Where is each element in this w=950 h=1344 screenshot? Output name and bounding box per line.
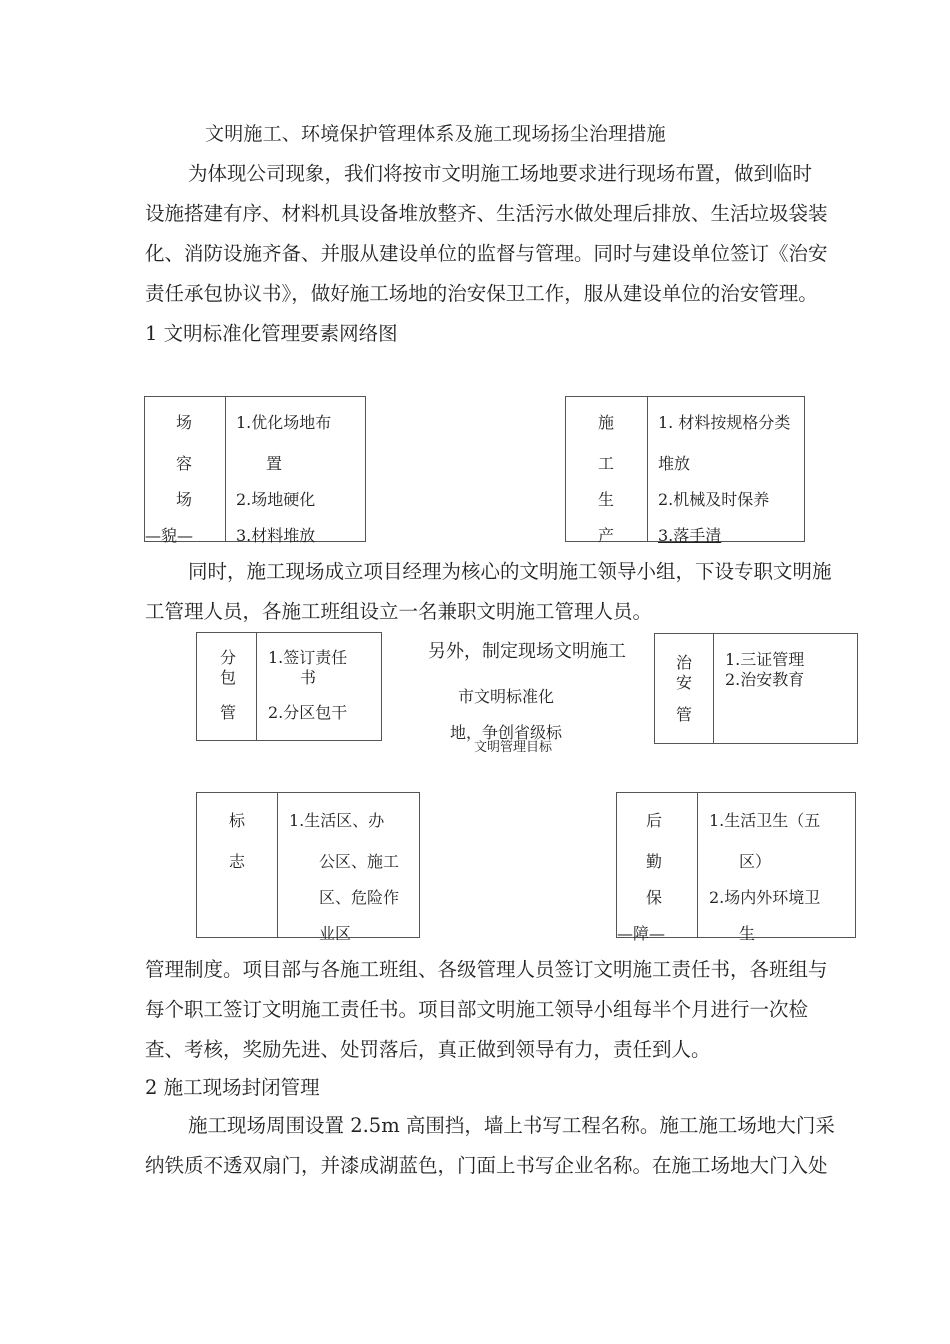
box-label: 勤 (646, 852, 663, 871)
box-label: 管 (220, 703, 237, 722)
box-item: 1.生活区、办 (289, 811, 385, 830)
box-item: 1.生活卫生（五 (709, 811, 821, 830)
box-item: 公区、施工 (319, 852, 400, 871)
center-text-line-3: 地，争创省级标 (450, 723, 563, 742)
box-item: 区） (739, 852, 772, 871)
para2-line-1: 同时，施工现场成立项目经理为核心的文明施工领导小组，下设专职文明施 (188, 560, 832, 583)
center-text-line-2: 市文明标准化 (458, 687, 555, 706)
box-divider (713, 633, 714, 744)
box-item: 2.场地硬化 (236, 490, 316, 509)
para4-line-1: 施工现场周围设置 2.5m 高围挡，墙上书写工程名称。施工施工场地大门采 (188, 1114, 835, 1137)
para3-line-1: 管理制度。项目部与各施工班组、各级管理人员签订文明施工责任书，各班组与 (145, 958, 828, 981)
box-label: 施 (598, 413, 615, 432)
intro-line-4: 责任承包协议书》，做好施工场地的治安保卫工作，服从建设单位的治安管理。 (145, 282, 818, 305)
box-label: —貌— (145, 526, 194, 545)
para4-line-2: 纳铁质不透双扇门，并漆成湖蓝色，门面上书写企业名称。在施工场地大门入处 (145, 1154, 828, 1177)
box-item: 3.落手清 (658, 526, 722, 545)
box-item: 生 (739, 924, 756, 943)
box-item: 3.材料堆放 (236, 526, 316, 545)
box-item: 书 (300, 668, 317, 687)
box-label: 分 (220, 648, 237, 667)
para2-line-2: 工管理人员，各施工班组设立一名兼职文明施工管理人员。 (145, 600, 653, 623)
section-2-heading: 2 施工现场封闭管理 (145, 1076, 320, 1099)
para3-line-2: 每个职工签订文明施工责任书。项目部文明施工领导小组每半个月进行一次检 (145, 998, 809, 1021)
section-1-heading: 1 文明标准化管理要素网络图 (145, 322, 398, 345)
intro-line-3: 化、消防设施齐备、并服从建设单位的监督与管理。同时与建设单位签订《治安 (145, 242, 828, 265)
box-label: 生 (598, 490, 615, 509)
box-divider (256, 632, 257, 741)
box-label: —障— (617, 924, 666, 943)
box-item: 业区 (319, 924, 352, 943)
box-item: 区、危险作 (319, 888, 400, 907)
box-label: 后 (646, 811, 663, 830)
box-label: 安 (676, 673, 693, 692)
box-item: 1.签订责任 (268, 648, 348, 667)
intro-line-2: 设施搭建有序、材料机具设备堆放整齐、生活污水做处理后排放、生活垃圾袋装 (145, 202, 828, 225)
box-label: 容 (176, 454, 193, 473)
box-label: 志 (229, 852, 246, 871)
box-item: 2.分区包干 (268, 703, 348, 722)
box-item: 2.场内外环境卫 (709, 888, 821, 907)
box-divider (697, 792, 698, 938)
center-text-line-1: 另外，制定现场文明施工 (428, 641, 626, 662)
box-label: 场 (176, 413, 193, 432)
box-item: 2.机械及时保养 (658, 490, 770, 509)
intro-line-1: 为体现公司现象，我们将按市文明施工场地要求进行现场布置，做到临时 (188, 162, 813, 185)
box-divider (277, 792, 278, 938)
box-label: 标 (229, 811, 246, 830)
box-label: 管 (676, 705, 693, 724)
box-label: 治 (676, 653, 693, 672)
box-item: 1. 材料按规格分类 (658, 413, 791, 432)
box-item: 1.优化场地布 (236, 413, 332, 432)
para3-line-3: 查、考核，奖励先进、处罚落后，真正做到领导有力，责任到人。 (145, 1038, 711, 1061)
box-label: 产 (598, 526, 615, 545)
box-item: 堆放 (658, 454, 691, 473)
box-divider (225, 396, 226, 542)
box-label: 保 (646, 888, 663, 907)
center-text-line-4: 文明管理目标 (474, 740, 553, 755)
box-label: 包 (220, 668, 237, 687)
box-label: 工 (598, 454, 615, 473)
box-label: 场 (176, 490, 193, 509)
box-item: 1.三证管理 (725, 650, 805, 669)
box-item: 置 (266, 454, 283, 473)
box-divider (647, 396, 648, 542)
box-item: 2.治安教育 (725, 670, 805, 689)
document-title: 文明施工、环境保护管理体系及施工现场扬尘治理措施 (205, 123, 666, 145)
